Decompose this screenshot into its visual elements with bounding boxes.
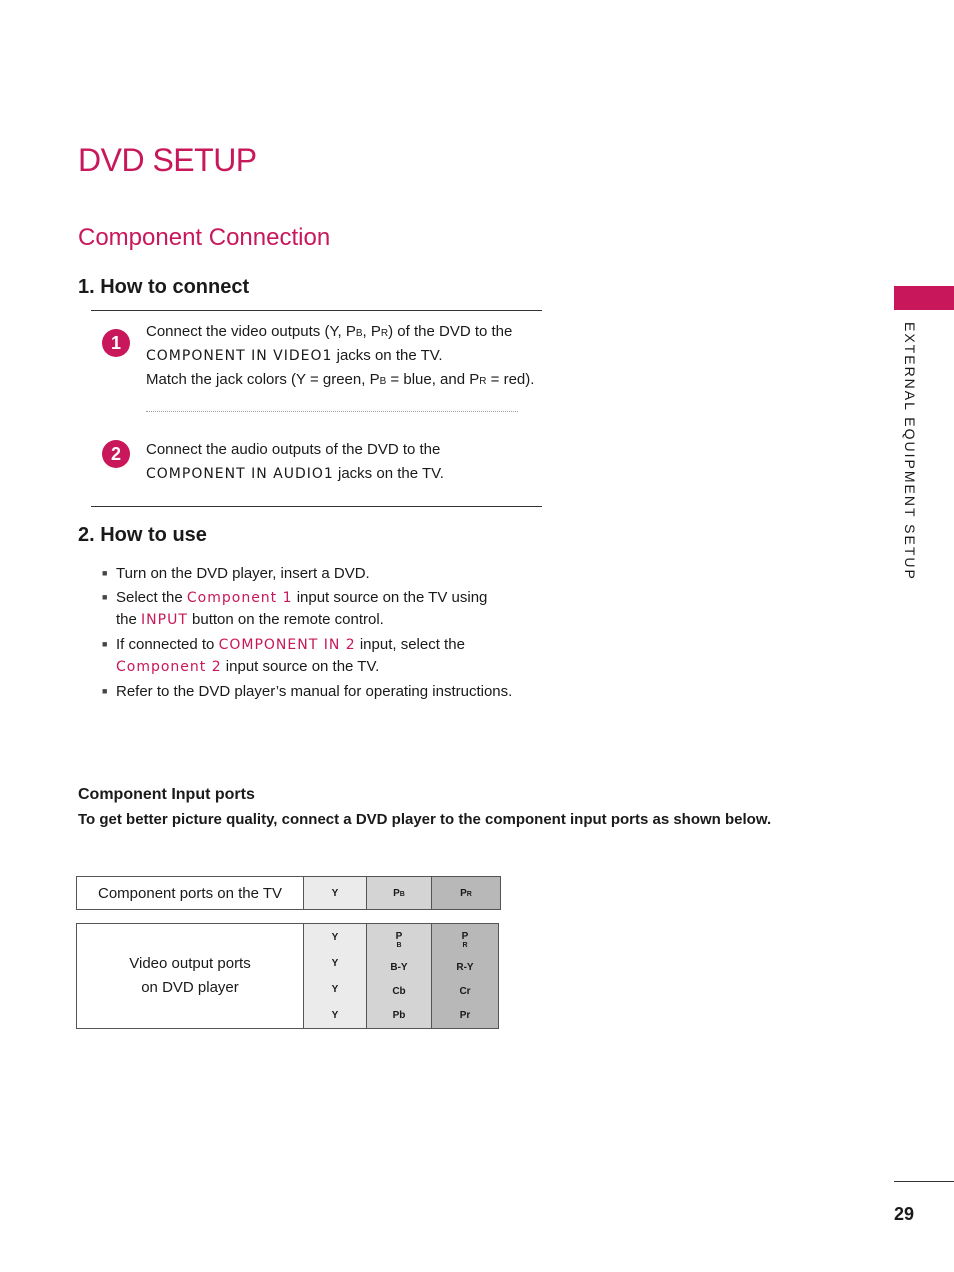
table-row: [77, 924, 499, 1029]
page-number: 29: [894, 1204, 915, 1224]
how-to-use-list: [102, 563, 542, 705]
tv-port-y: Y: [304, 877, 367, 910]
step-1-badge: 1: [102, 329, 130, 357]
step-2-badge: 2: [102, 440, 130, 468]
how-to-use-heading: 2. How to use: [78, 524, 207, 546]
list-item: ■ If connected to COMPONENT IN 2 input, select the Component 2 input source on the TV.: [102, 636, 465, 675]
jack-component-in-audio1: COMPONENT IN AUDIO1: [146, 466, 334, 482]
tv-port-pr: PR: [432, 877, 501, 910]
table-row: [77, 877, 501, 910]
ports-heading: Component Input ports: [78, 786, 255, 803]
ports-description: To get better picture quality, connect a DVD player to the component input ports as shown below.: [78, 811, 772, 828]
page-title: DVD SETUP: [78, 142, 257, 178]
tv-port-pb: PB: [367, 877, 432, 910]
step-1-text: Connect the video outputs (Y, PB, PR) of the DVD to the COMPONENT IN VIDEO1 jacks on the TV. Match the jack colors (Y = green, PB = blue, and PR = red).: [146, 323, 535, 388]
dvd-ports-table: [76, 923, 499, 1029]
bullet-icon: ■: [102, 639, 108, 649]
section-title: Component Connection: [78, 224, 331, 251]
bullet-icon: ■: [102, 568, 108, 578]
dvd-port-y-column: Y Y Y Y: [304, 924, 367, 1029]
jack-component-in-video1: COMPONENT IN VIDEO1: [146, 348, 333, 364]
tv-ports-table: [76, 876, 501, 910]
tv-ports-label: Component ports on the TV: [77, 877, 304, 910]
step-2-text: Connect the audio outputs of the DVD to the COMPONENT IN AUDIO1 jacks on the TV.: [146, 441, 444, 482]
footer-rule: [894, 1181, 954, 1182]
chapter-label: EXTERNAL EQUIPMENT SETUP: [902, 322, 918, 581]
bullet-icon: ■: [102, 592, 108, 602]
list-item: ■ Refer to the DVD player’s manual for operating instructions.: [102, 683, 513, 700]
section-top-rule: [91, 310, 542, 311]
step-divider: [146, 411, 518, 412]
dvd-port-pr-column: P R R-Y Cr Pr: [432, 924, 499, 1029]
dvd-ports-label: Video output ports on DVD player: [77, 924, 304, 1029]
list-item: ■ Turn on the DVD player, insert a DVD.: [102, 565, 370, 582]
list-item: ■ Select the Component 1 input source on the TV using the INPUT button on the remote control.: [102, 589, 488, 628]
section-bottom-rule: [91, 506, 542, 507]
bullet-icon: ■: [102, 686, 108, 696]
chapter-tab: [894, 286, 954, 310]
dvd-port-pb-column: P B B-Y Cb Pb: [367, 924, 432, 1029]
how-to-connect-heading: 1. How to connect: [78, 276, 250, 298]
